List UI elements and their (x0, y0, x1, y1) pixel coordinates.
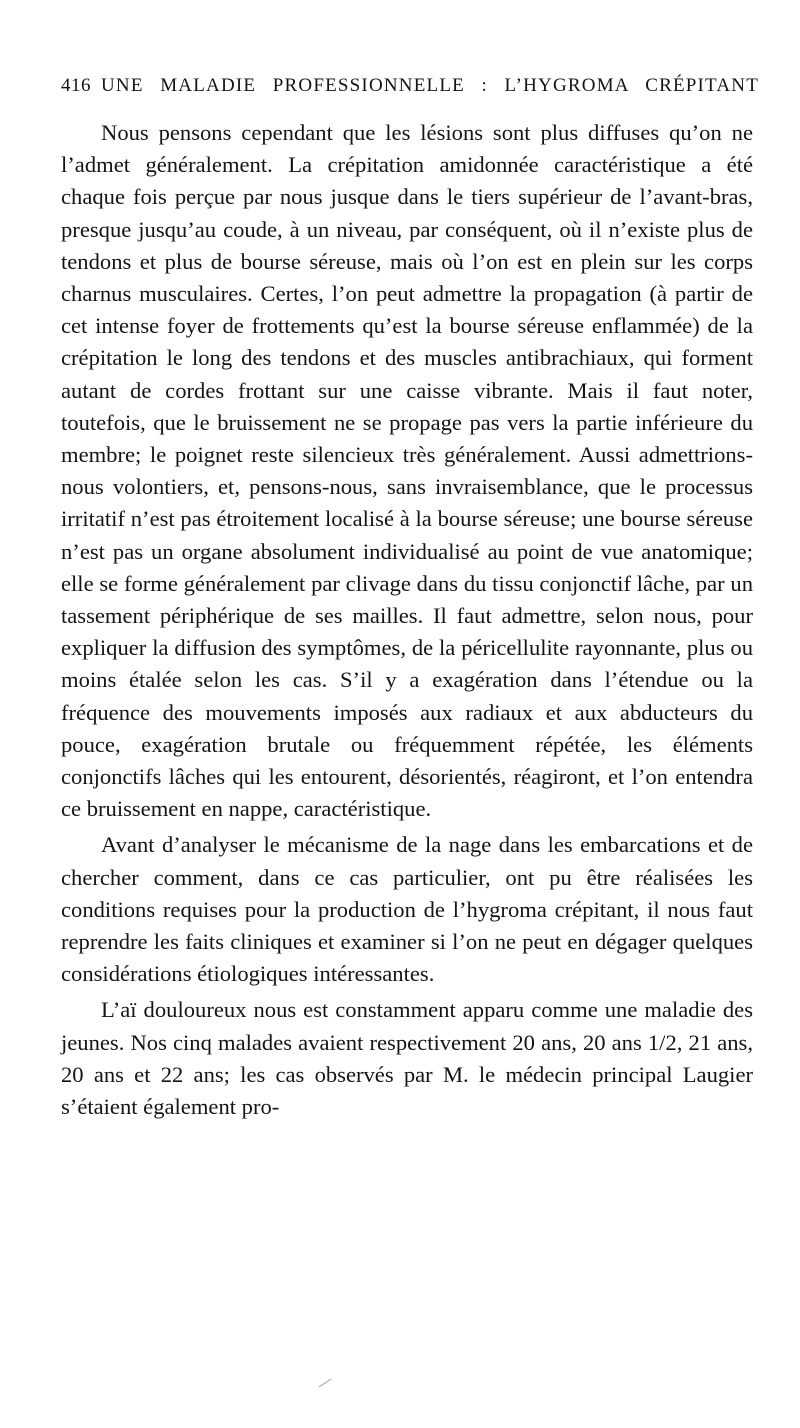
paragraph-2: Avant d’analyser le mécanisme de la nage dans les embarcations et de chercher comment, dans ce cas particulier, ont pu être réalisées les conditions requises pour la production de l’hygroma crépitant, il nous faut reprendre les faits cliniques et examiner si l’on ne peut en dégager quelques considérations étiologiques intéressantes. (61, 832, 753, 987)
paragraph-1: Nous pensons cependant que les lésions sont plus diffuses qu’on ne l’admet généralement. La crépitation amidonnée caractéristique a été chaque fois perçue par nous jusque dans le tiers supérieur de l’avant-bras, presque jusqu’au coude, à un niveau, par conséquent, où il n’existe plus de tendons et plus de bourse séreuse, mais où l’on est en plein sur les corps charnus musculaires. Certes, l’on peut admettre la propagation (à partir de cet intense foyer de frottements qu’est la bourse séreuse enflammée) de la crépitation le long des tendons et des muscles antibrachiaux, qui forment autant de cordes frottant sur une caisse vibrante. Mais il faut noter, toutefois, que le bruissement ne se propage pas vers la partie inférieure du membre; le poignet reste silencieux très généralement. Aussi admettrions-nous volontiers, et, pensons-nous, sans invraisemblance, que le processus irritatif n’est pas étroitement localisé à la bourse séreuse; une bourse séreuse n’est pas un organe absolument individualisé au point de vue anatomique; elle se forme généralement par clivage dans du tissu conjonctif lâche, par un tassement périphérique de ses mailles. Il faut admettre, selon nous, pour expliquer la diffusion des symptômes, de la péricellulite rayonnante, plus ou moins étalée selon les cas. S’il y a exagération dans l’étendue ou la fréquence des mouvements imposés aux radiaux et aux abducteurs du pouce, exagération brutale ou fréquemment répétée, les éléments conjonctifs lâches qui les entourent, désorientés, réagiront, et l’on entendra ce bruissement en nappe, caractéristique. (61, 120, 753, 822)
running-head (61, 74, 759, 98)
running-title: UNE MALADIE PROFESSIONNELLE : L’HYGROMA CRÉPITANT (101, 75, 759, 96)
body-text (61, 117, 753, 1123)
stray-pencil-mark-icon (318, 1378, 332, 1388)
paragraph-3: L’aï douloureux nous est constamment apparu comme une maladie des jeunes. Nos cinq malades avaient respectivement 20 ans, 20 ans 1/2, 21 ans, 20 ans et 22 ans; les cas observés par M. le médecin principal Laugier s’étaient également pro- (61, 997, 753, 1120)
page-number: 416 (61, 75, 91, 96)
